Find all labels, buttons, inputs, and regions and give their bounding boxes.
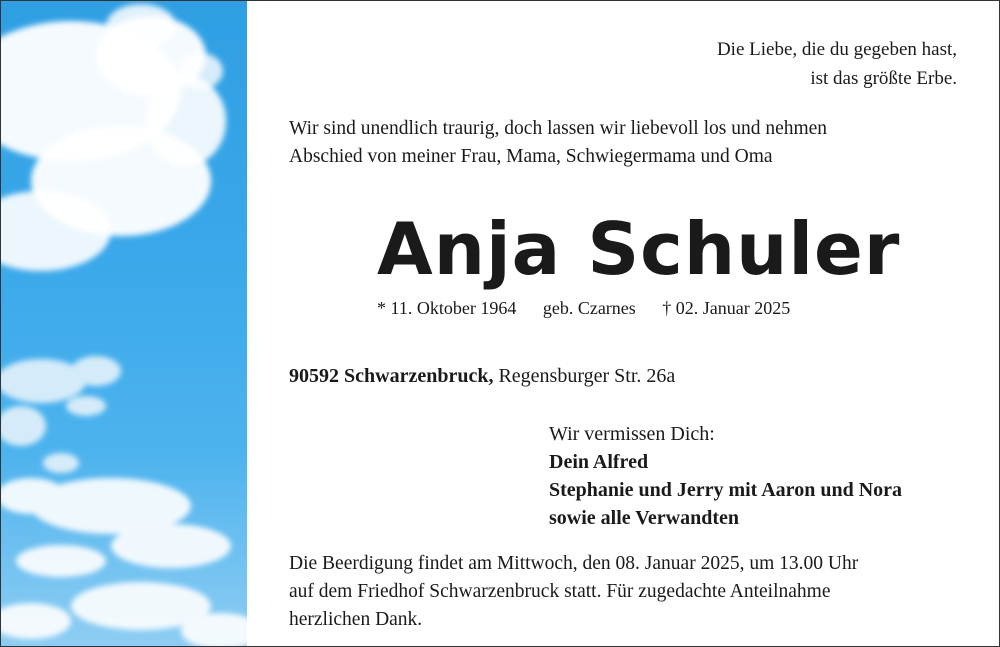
address-street: Regensburger Str. 26a: [498, 365, 676, 387]
life-dates: [377, 298, 812, 319]
motto: [717, 35, 957, 93]
address: [289, 365, 675, 388]
intro-text: [289, 115, 969, 171]
maiden-name: geb. Czarnes: [542, 298, 636, 318]
funeral-info: [289, 550, 969, 634]
intro-line-2: Abschied von meiner Frau, Mama, Schwiegermama und Oma: [289, 146, 773, 167]
funeral-line-2: auf dem Friedhof Schwarzenbruck statt. Für zugedachte Anteilnahme: [289, 581, 831, 602]
intro-line-1: Wir sind unendlich traurig, doch lassen wir liebevoll los und nehmen: [289, 118, 828, 139]
birth-date: * 11. Oktober 1964: [377, 298, 517, 318]
mourners-heading: Wir vermissen Dich:: [549, 423, 715, 445]
cloud-low: [1, 478, 247, 646]
mourners: [549, 420, 902, 532]
address-city: 90592 Schwarzenbruck,: [289, 365, 494, 387]
funeral-line-1: Die Beerdigung findet am Mittwoch, den 08. Januar 2025, um 13.00 Uhr: [289, 553, 859, 574]
cloud-mid: [1, 356, 121, 473]
deceased-name: Anja Schuler: [377, 207, 901, 291]
motto-line-2: ist das größte Erbe.: [810, 68, 957, 89]
mourner-line: sowie alle Verwandten: [549, 507, 739, 529]
notice-content: [247, 1, 999, 646]
cloud-large: [1, 4, 226, 271]
mourner-line: Stephanie und Jerry mit Aaron und Nora: [549, 479, 903, 501]
clouds-illustration: [1, 1, 247, 646]
motto-line-1: Die Liebe, die du gegeben hast,: [716, 39, 957, 60]
sky-image: [1, 1, 247, 646]
death-date: † 02. Januar 2025: [662, 298, 791, 318]
funeral-line-3: herzlichen Dank.: [289, 609, 423, 630]
mourner-line: Dein Alfred: [549, 451, 649, 473]
